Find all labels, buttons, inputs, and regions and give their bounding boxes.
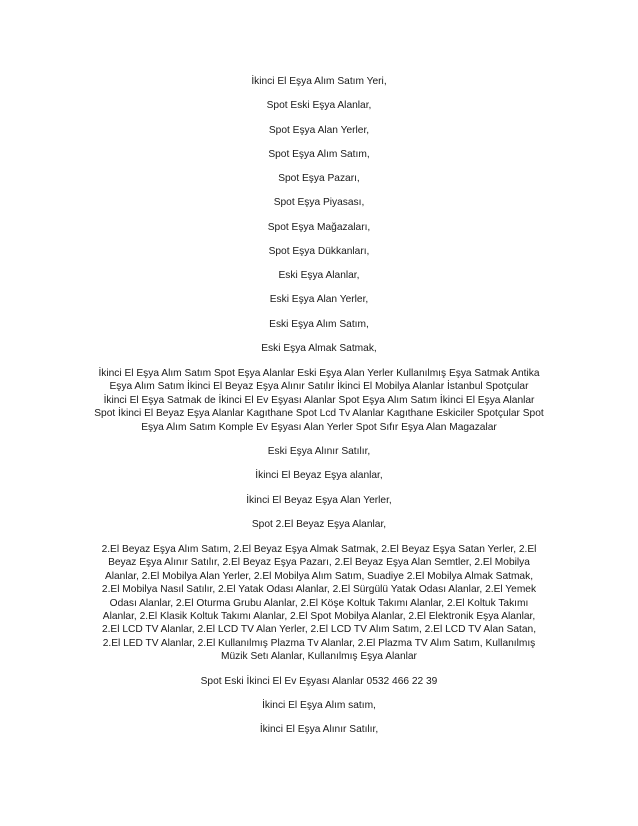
closing-list (40, 676, 598, 737)
paragraph-line: İkinci El Eşya Alım Satım Spot Eşya Alanlar Eski Eşya Alan Yerler Kullanılmış Eşya Satmak Antika (98, 368, 540, 379)
closing-line: İkinci El Eşya Alınır Satılır, (259, 724, 379, 736)
middle-line: Spot 2.El Beyaz Eşya Alanlar, (251, 518, 387, 530)
paragraph-second (40, 543, 598, 664)
middle-line: İkinci El Beyaz Eşya alanlar, (255, 470, 383, 482)
heading-line: Eski Eşya Alım Satım, (269, 318, 369, 330)
middle-line: İkinci El Beyaz Eşya Alan Yerler, (246, 494, 392, 506)
heading-list (40, 76, 598, 355)
heading-line: Spot Eşya Dükkanları, (268, 245, 370, 257)
heading-line: Eski Eşya Alan Yerler, (269, 294, 369, 306)
paragraph-line: 2.El LCD TV Alanlar, 2.El LCD TV Alan Yerler, 2.El LCD TV Alım Satım, 2.El LCD TV Alan Satan, (101, 624, 537, 636)
paragraph-line: Beyaz Eşya Alınır Satılır, 2.El Beyaz Eşya Pazarı, 2.El Beyaz Eşya Alan Semtler, 2.El Mobilya (108, 557, 530, 569)
paragraph-line: 2.El LED TV Alanlar, 2.El Kullanılmış Plazma Tv Alanlar, 2.El Plazma TV Alım Satım, Kullanılmış (102, 637, 536, 649)
paragraph-line: İkinci El Eşya Satmak de İkinci El Ev Eşyası Alanlar Spot Eşya Alım Satım İkinci El Eşya Alanlar (103, 394, 535, 406)
heading-line: Spot Eşya Alım Satım, (268, 148, 370, 160)
paragraph-line: 2.El Beyaz Eşya Alım Satım, 2.El Beyaz Eşya Almak Satmak, 2.El Beyaz Eşya Satan Yerler, 2.El (101, 544, 537, 556)
heading-line: İkinci El Eşya Alım Satım Yeri, (251, 76, 387, 87)
paragraph-line: Odası Alanlar, 2.El Oturma Grubu Alanlar, 2.El Köşe Koltuk Takımı Alanlar, 2.El Koltuk Takımı (109, 597, 529, 609)
middle-list (40, 446, 598, 531)
closing-line: İkinci El Eşya Alım satım, (262, 699, 376, 711)
middle-line: Eski Eşya Alınır Satılır, (267, 446, 371, 458)
paragraph-line: Eşya Alım Satım İkinci El Beyaz Eşya Alınır Satılır İkinci El Mobilya Alanlar İstanbul Spotçular (109, 381, 529, 393)
heading-line: Spot Eşya Mağazaları, (267, 221, 371, 233)
heading-line: Eski Eşya Alanlar, (278, 270, 360, 281)
paragraph-line: Eşya Alım Satım Komple Ev Eşyası Alan Yerler Spot Sıfır Eşya Alan Magazalar (141, 421, 497, 433)
heading-line: Spot Eşya Pazarı, (278, 173, 360, 184)
heading-line: Eski Eşya Almak Satmak, (261, 342, 377, 354)
heading-line: Spot Eşya Alan Yerler, (268, 124, 370, 136)
paragraph-line: Müzik Setı Alanlar, Kullanılmış Eşya Alanlar (221, 651, 417, 663)
paragraph-line: Alanlar, 2.El Mobilya Alan Yerler, 2.El Mobilya Alım Satım, Suadiye 2.El Mobilya Almak Satmak, (104, 570, 534, 582)
paragraph-line: Spot İkinci El Beyaz Eşya Alanlar Kagıthane Spot Lcd Tv Alanlar Kagıthane Eskiciler Spotçular Spot (94, 408, 544, 420)
paragraph-line: Alanlar, 2.El Klasik Koltuk Takımı Alanlar, 2.El Spot Mobilya Alanlar, 2.El Elektronik Eşya Alanlar, (102, 611, 536, 623)
closing-line-phone: Spot Eski İkinci El Ev Eşyası Alanlar 0532 466 22 39 (200, 675, 438, 687)
heading-line: Spot Eşya Piyasası, (273, 197, 365, 209)
heading-line: Spot Eski Eşya Alanlar, (266, 100, 372, 112)
paragraph-first (40, 367, 598, 434)
paragraph-line: 2.El Mobilya Nasıl Satılır, 2.El Yatak Odası Alanlar, 2.El Sürgülü Yatak Odası Alanlar, 2.El Yemek (101, 584, 537, 596)
